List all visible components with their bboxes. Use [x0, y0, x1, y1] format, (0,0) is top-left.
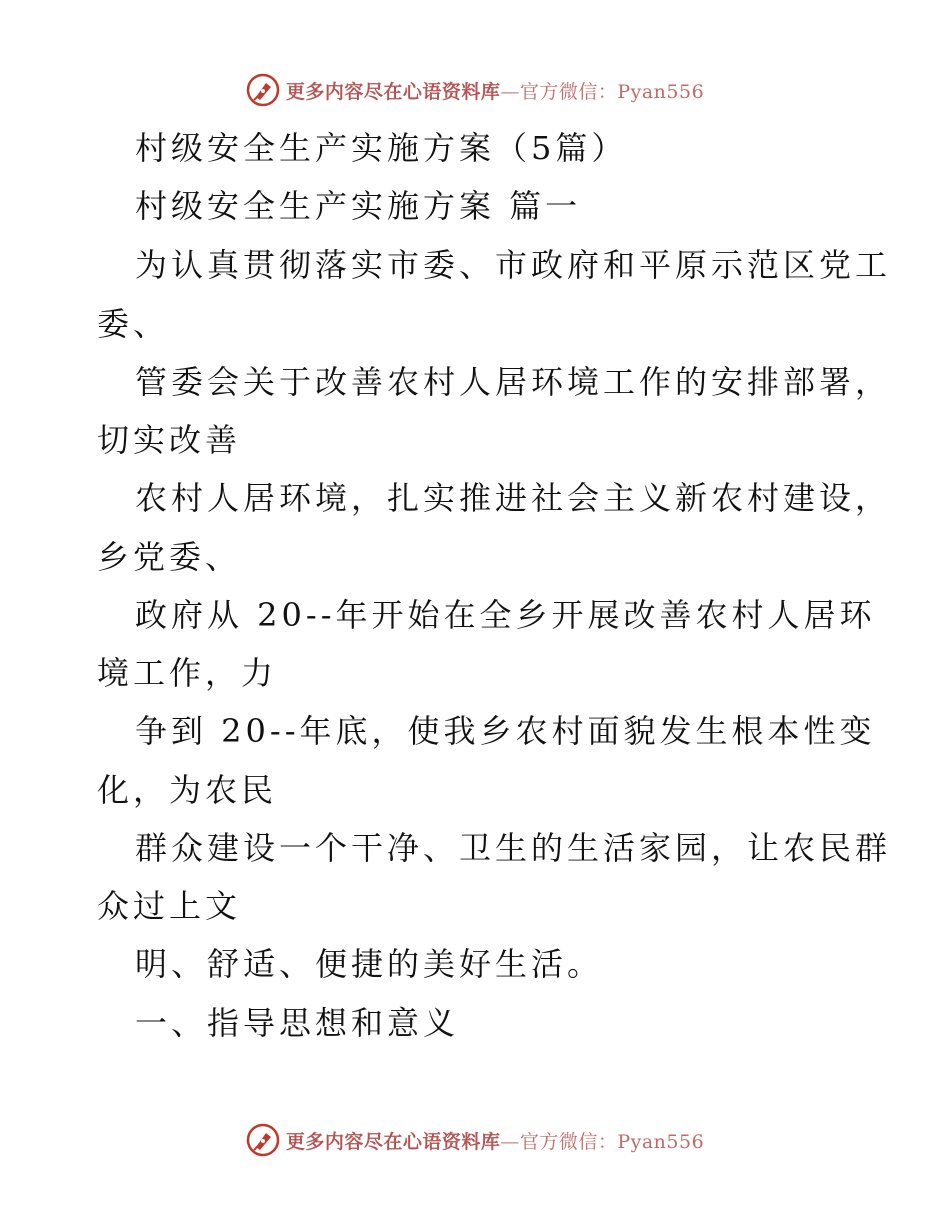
paragraph-line: 明、舒适、便捷的美好生活。	[135, 945, 604, 983]
paragraph-line: 乡党委、	[97, 538, 242, 576]
section-heading: 村级安全生产实施方案 篇一	[135, 187, 582, 225]
paragraph-line: 政府从 20--年开始在全乡开展改善农村人居环	[135, 596, 876, 634]
footer-banner-content	[246, 1123, 704, 1157]
paragraph-line: 管委会关于改善农村人居环境工作的安排部署，	[135, 363, 892, 401]
paragraph-line: 境工作，力	[97, 654, 278, 692]
footer-banner-dash: —	[500, 1130, 520, 1153]
paragraph-line: 群众建设一个干净、卫生的生活家园，让农民群	[135, 829, 892, 867]
footer-banner-text	[286, 1127, 704, 1154]
paragraph-line: 切实改善	[97, 421, 242, 459]
paragraph-line: 争到 20--年底，使我乡农村面貌发生根本性变	[135, 712, 876, 750]
document-title: 村级安全生产实施方案（5篇）	[135, 129, 628, 167]
header-banner-suffix: 官方微信：Pyan556	[519, 80, 705, 103]
paragraph-line: 众过上文	[97, 887, 242, 925]
paragraph-line: 为认真贯彻落实市委、市政府和平原示范区党工	[135, 246, 892, 284]
pen-nib-icon	[246, 1123, 280, 1157]
section-heading: 一、指导思想和意义	[135, 1004, 460, 1042]
footer-banner	[0, 1120, 950, 1160]
paragraph-line: 农村人居环境，扎实推进社会主义新农村建设，	[135, 479, 892, 517]
paragraph-line: 委、	[97, 305, 170, 343]
footer-banner-suffix: 官方微信：Pyan556	[519, 1130, 705, 1153]
header-banner-dash: —	[500, 80, 520, 103]
paragraph-line: 化，为农民	[97, 771, 278, 809]
footer-banner-prefix: 更多内容尽在心语资料库	[285, 1130, 501, 1153]
header-banner-prefix: 更多内容尽在心语资料库	[285, 80, 501, 103]
